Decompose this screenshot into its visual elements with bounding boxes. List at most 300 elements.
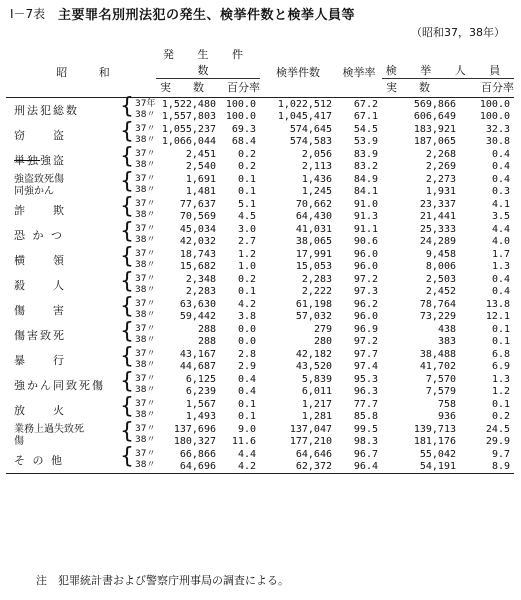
value-y38: 1,245 [301,185,332,197]
table-row [6,98,514,124]
value-y37: 4.2 [237,299,256,310]
cell-arrests [260,348,336,373]
value-y37: 6,125 [185,374,216,385]
value-y37: 96.9 [353,324,378,335]
cell-arrest-rate [336,148,382,173]
value-y37: 95.3 [353,374,378,385]
value-y37: 0.4 [491,274,510,285]
year-37-label: 37〃 [135,249,156,260]
brace-glyph: { [120,119,134,145]
cell-arrest-rate [336,173,382,198]
cell-persons-real [382,273,460,298]
value-y37: 3.0 [237,224,256,235]
value-y37: 67.2 [353,99,378,110]
value-y38: 2,452 [425,285,456,297]
value-y38: 187,065 [413,135,456,147]
value-y37: 42,182 [295,349,332,360]
cell-occ-real [156,123,220,148]
value-y37: 97.2 [353,274,378,285]
cell-persons-real [382,323,460,348]
value-y37: 96.7 [353,449,378,460]
cell-arrests [260,148,336,173]
table-number: Ⅰ－7表 [10,7,46,21]
crime-name-line: 強盗致死傷 [14,174,64,185]
value-y37: 2.8 [237,349,256,360]
cell-arrest-rate [336,123,382,148]
year-labels [118,444,156,474]
year-38-label: 38〃 [135,460,156,471]
year-37-label: 37〃 [135,399,156,410]
crime-name-line2: 傷 [14,435,24,447]
value-y37: 1,436 [301,174,332,185]
value-y37: 5,839 [301,374,332,385]
value-y38: 70,569 [179,210,216,222]
crime-statistics-table [6,46,514,474]
value-y38: 67.1 [353,110,378,122]
crime-name-line: 傷 害 [14,303,66,317]
cell-persons-pct [460,348,514,373]
year-38-label: 38〃 [135,185,156,196]
table-row [6,248,514,273]
cell-persons-real [382,423,460,448]
crime-name-line: 業務上過失致死 [14,424,84,435]
cell-arrests [260,98,336,124]
value-y37: 574,645 [289,124,332,135]
year-38-label: 38〃 [135,410,156,421]
cell-persons-pct [460,148,514,173]
header-showa: 昭 和 [6,46,156,98]
value-y37: 13.8 [485,299,510,310]
value-y38: 30.8 [485,135,510,147]
value-y37: 4.4 [237,449,256,460]
value-y37: 64,646 [295,449,332,460]
value-y38: 0.2 [491,410,510,422]
value-y37: 2,348 [185,274,216,285]
cell-persons-pct [460,373,514,398]
value-y37: 83.9 [353,149,378,160]
value-y37: 1.3 [491,374,510,385]
year-37-label: 37〃 [135,224,156,235]
value-y37: 758 [437,399,456,410]
value-y37: 17,991 [295,249,332,260]
crime-name-line: 強かん同致死傷 [14,378,105,392]
cell-occ-real [156,348,220,373]
cell-occ-pct [220,423,260,448]
cell-persons-pct [460,123,514,148]
crime-name [6,348,118,373]
cell-occ-real [156,173,220,198]
value-y38: 44,687 [179,360,216,372]
value-y37: 25,333 [419,224,456,235]
value-y37: 91.1 [353,224,378,235]
value-y38: 43,520 [295,360,332,372]
value-y38: 288 [197,335,216,347]
table-row [6,323,514,348]
value-y37: 1,055,237 [161,124,216,135]
cell-arrests [260,298,336,323]
value-y38: 180,327 [173,435,216,447]
value-y37: 96.0 [353,249,378,260]
brace-glyph: { [120,394,134,420]
table-row [6,273,514,298]
value-y38: 2,540 [185,160,216,172]
value-y38: 96.0 [353,260,378,272]
cell-arrests [260,448,336,474]
value-y38: 1,493 [185,410,216,422]
year-38-label: 38〃 [135,210,156,221]
value-y38: 85.8 [353,410,378,422]
crime-name-line: そ の 他 [14,453,64,467]
value-y37: 77,637 [179,199,216,210]
brace-glyph: { [120,169,134,195]
cell-occ-real [156,148,220,173]
value-y38: 91.3 [353,210,378,222]
table-title: 主要罪名別刑法犯の発生、検挙件数と検挙人員等 [58,8,356,23]
year-38-label: 38〃 [135,110,156,121]
value-y38: 64,430 [295,210,332,222]
value-y38: 1,557,803 [161,110,216,122]
cell-persons-pct [460,98,514,124]
cell-persons-real [382,98,460,124]
cell-arrest-rate [336,273,382,298]
value-y37: 32.3 [485,124,510,135]
table-subtitle: （昭和37，38年） [411,26,505,39]
value-y37: 0.4 [491,149,510,160]
value-y38: 96.3 [353,385,378,397]
value-y38: 383 [437,335,456,347]
crime-name [6,223,118,248]
value-y37: 100.0 [225,99,256,110]
crime-name [6,248,118,273]
value-y38: 3.5 [491,210,510,222]
cell-persons-pct [460,248,514,273]
value-y37: 1,217 [301,399,332,410]
value-y38: 100.0 [479,110,510,122]
crime-name [6,123,118,148]
value-y38: 1,481 [185,185,216,197]
value-y38: 6,011 [301,385,332,397]
value-y37: 24.5 [485,424,510,435]
cell-arrests [260,248,336,273]
value-y37: 91.0 [353,199,378,210]
value-y38: 6,239 [185,385,216,397]
cell-persons-real [382,348,460,373]
value-y38: 2,283 [185,285,216,297]
value-y37: 23,337 [419,199,456,210]
value-y37: 18,743 [179,249,216,260]
value-y37: 43,167 [179,349,216,360]
value-y38: 90.6 [353,235,378,247]
value-y37: 279 [313,324,332,335]
cell-persons-real [382,223,460,248]
cell-occ-real [156,448,220,474]
value-y37: 288 [197,324,216,335]
cell-persons-real [382,298,460,323]
value-y38: 96.0 [353,310,378,322]
header-occ-real: 実 数 [156,79,220,98]
cell-persons-pct [460,273,514,298]
brace-glyph: { [120,194,134,220]
cell-arrests [260,398,336,423]
cell-occ-pct [220,398,260,423]
brace-glyph: { [120,244,134,270]
value-y38: 96.4 [353,460,378,472]
table-row [6,173,514,198]
year-38-label: 38〃 [135,335,156,346]
brace-glyph: { [120,344,134,370]
value-y37: 70,662 [295,199,332,210]
cell-occ-pct [220,348,260,373]
value-y38: 54,191 [419,460,456,472]
value-y38: 62,372 [295,460,332,472]
value-y38: 53.9 [353,135,378,147]
year-37-label: 37〃 [135,124,156,135]
crime-name-line2: 同強かん [14,185,54,197]
cell-persons-pct [460,448,514,474]
cell-arrest-rate [336,448,382,474]
value-y38: 2.7 [237,235,256,247]
cell-occ-real [156,98,220,124]
value-y37: 0.1 [491,324,510,335]
year-38-label: 38〃 [135,260,156,271]
value-y37: 96.2 [353,299,378,310]
value-y38: 4.5 [237,210,256,222]
value-y37: 97.7 [353,349,378,360]
table-row [6,223,514,248]
cell-occ-pct [220,123,260,148]
value-y38: 97.2 [353,335,378,347]
year-37-label: 37〃 [135,324,156,335]
value-y38: 100.0 [225,110,256,122]
value-y38: 2.9 [237,360,256,372]
value-y37: 0.2 [237,149,256,160]
value-y37: 9,458 [425,249,456,260]
cell-arrests [260,173,336,198]
value-y37: 2,273 [425,174,456,185]
value-y38: 59,442 [179,310,216,322]
value-y37: 38,488 [419,349,456,360]
crime-name [6,173,118,198]
value-y37: 99.5 [353,424,378,435]
cell-persons-real [382,198,460,223]
cell-persons-pct [460,173,514,198]
cell-persons-real [382,148,460,173]
value-y38: 8,006 [425,260,456,272]
value-y38: 280 [313,335,332,347]
cell-occ-real [156,273,220,298]
value-y37: 1.2 [237,249,256,260]
value-y37: 6.8 [491,349,510,360]
year-38-label: 38〃 [135,160,156,171]
value-y38: 29.9 [485,435,510,447]
cell-persons-pct [460,223,514,248]
value-y38: 57,032 [295,310,332,322]
value-y37: 63,630 [179,299,216,310]
value-y37: 100.0 [479,99,510,110]
value-y37: 54.5 [353,124,378,135]
value-y38: 1,281 [301,410,332,422]
value-y38: 21,441 [419,210,456,222]
year-38-label: 38〃 [135,135,156,146]
value-y37: 41,031 [295,224,332,235]
crime-name [6,448,118,474]
crime-name [6,423,118,448]
value-y38: 606,649 [413,110,456,122]
value-y38: 181,176 [413,435,456,447]
header-occurrence: 発 生 件 数 [156,46,260,79]
crime-name-line: 傷害致死 [14,328,66,342]
value-y38: 97.4 [353,360,378,372]
year-38-label: 38〃 [135,435,156,446]
brace-glyph: { [120,319,134,345]
value-y38: 0.4 [237,385,256,397]
cell-occ-pct [220,223,260,248]
value-y37: 0.1 [237,174,256,185]
value-y38: 8.9 [491,460,510,472]
cell-arrest-rate [336,423,382,448]
value-y37: 45,034 [179,224,216,235]
value-y37: 0.4 [237,374,256,385]
value-y37: 0.1 [237,399,256,410]
year-37-label: 37〃 [135,349,156,360]
cell-arrests [260,373,336,398]
crime-name [6,373,118,398]
value-y38: 2,113 [301,160,332,172]
value-y38: 64,696 [179,460,216,472]
crime-name [6,148,118,173]
brace-glyph: { [120,219,134,245]
crime-name-line: 刑法犯総数 [14,103,79,117]
value-y38: 1,931 [425,185,456,197]
brace-glyph: { [120,269,134,295]
cell-occ-real [156,248,220,273]
value-y37: 137,696 [173,424,216,435]
value-y37: 7,570 [425,374,456,385]
header-per-pct: 百分率 [460,79,514,98]
value-y38: 0.4 [491,160,510,172]
cell-occ-real [156,323,220,348]
year-37-label: 37〃 [135,449,156,460]
value-y37: 2,451 [185,149,216,160]
header-persons: 検 挙 人 員 [382,46,514,79]
cell-occ-real [156,298,220,323]
crime-name-line: 横 領 [14,253,66,267]
year-37-label: 37〃 [135,199,156,210]
cell-occ-pct [220,173,260,198]
value-y38: 11.6 [231,435,256,447]
value-y37: 0.1 [491,399,510,410]
value-y37: 0.0 [237,324,256,335]
value-y37: 2,056 [301,149,332,160]
table-header [6,46,514,98]
value-y38: 936 [437,410,456,422]
value-y37: 0.2 [237,274,256,285]
header-arrests: 検挙件数 [260,46,336,98]
value-y38: 1.3 [491,260,510,272]
brace-glyph: { [120,369,134,395]
cell-arrests [260,123,336,148]
footnote: 注 犯罪統計書および警察庁刑事局の調査による。 [36,574,289,587]
crime-name-line: 恐 か つ [14,228,64,242]
value-y37: 69.3 [231,124,256,135]
cell-occ-pct [220,273,260,298]
value-y37: 55,042 [419,449,456,460]
value-y37: 1.7 [491,249,510,260]
value-y37: 569,866 [413,99,456,110]
value-y38: 177,210 [289,435,332,447]
cell-persons-pct [460,398,514,423]
cell-arrest-rate [336,323,382,348]
cell-persons-pct [460,323,514,348]
value-y38: 0.1 [491,335,510,347]
cell-occ-real [156,423,220,448]
value-y38: 0.1 [237,285,256,297]
crime-name-line: 詐 欺 [14,203,66,217]
cell-arrest-rate [336,98,382,124]
value-y38: 24,289 [419,235,456,247]
cell-occ-pct [220,373,260,398]
value-y37: 183,921 [413,124,456,135]
value-y37: 4.1 [491,199,510,210]
year-38-label: 38〃 [135,285,156,296]
cell-persons-pct [460,198,514,223]
table-row [6,298,514,323]
cell-occ-pct [220,248,260,273]
table-row [6,148,514,173]
value-y38: 97.3 [353,285,378,297]
cell-occ-pct [220,448,260,474]
value-y38: 4.2 [237,460,256,472]
value-y38: 2,269 [425,160,456,172]
value-y38: 41,702 [419,360,456,372]
year-37-label: 37〃 [135,174,156,185]
value-y38: 98.3 [353,435,378,447]
cell-arrests [260,223,336,248]
value-y37: 84.9 [353,174,378,185]
year-38-label: 38〃 [135,310,156,321]
value-y38: 0.3 [491,185,510,197]
value-y37: 61,198 [295,299,332,310]
cell-occ-pct [220,298,260,323]
table-row [6,373,514,398]
value-y38: 68.4 [231,135,256,147]
value-y37: 77.7 [353,399,378,410]
value-y37: 1,567 [185,399,216,410]
crime-name-line: 窃 盗 [14,128,66,142]
value-y37: 66,866 [179,449,216,460]
value-y37: 5.1 [237,199,256,210]
value-y37: 2,268 [425,149,456,160]
crime-name [6,323,118,348]
table-row [6,198,514,223]
crime-name [6,98,118,124]
cell-occ-pct [220,198,260,223]
value-y38: 0.1 [237,185,256,197]
value-y37: 438 [437,324,456,335]
value-y38: 1.0 [237,260,256,272]
cell-persons-real [382,373,460,398]
cell-arrest-rate [336,298,382,323]
header-occ-pct: 百分率 [220,79,260,98]
year-37-label: 37〃 [135,149,156,160]
value-y38: 12.1 [485,310,510,322]
value-y37: 1,022,512 [277,99,332,110]
value-y38: 38,065 [295,235,332,247]
crime-name-line: 暴 行 [14,353,66,367]
crime-name-line: 殺 人 [14,278,66,292]
value-y38: 2,222 [301,285,332,297]
value-y38: 1,066,044 [161,135,216,147]
